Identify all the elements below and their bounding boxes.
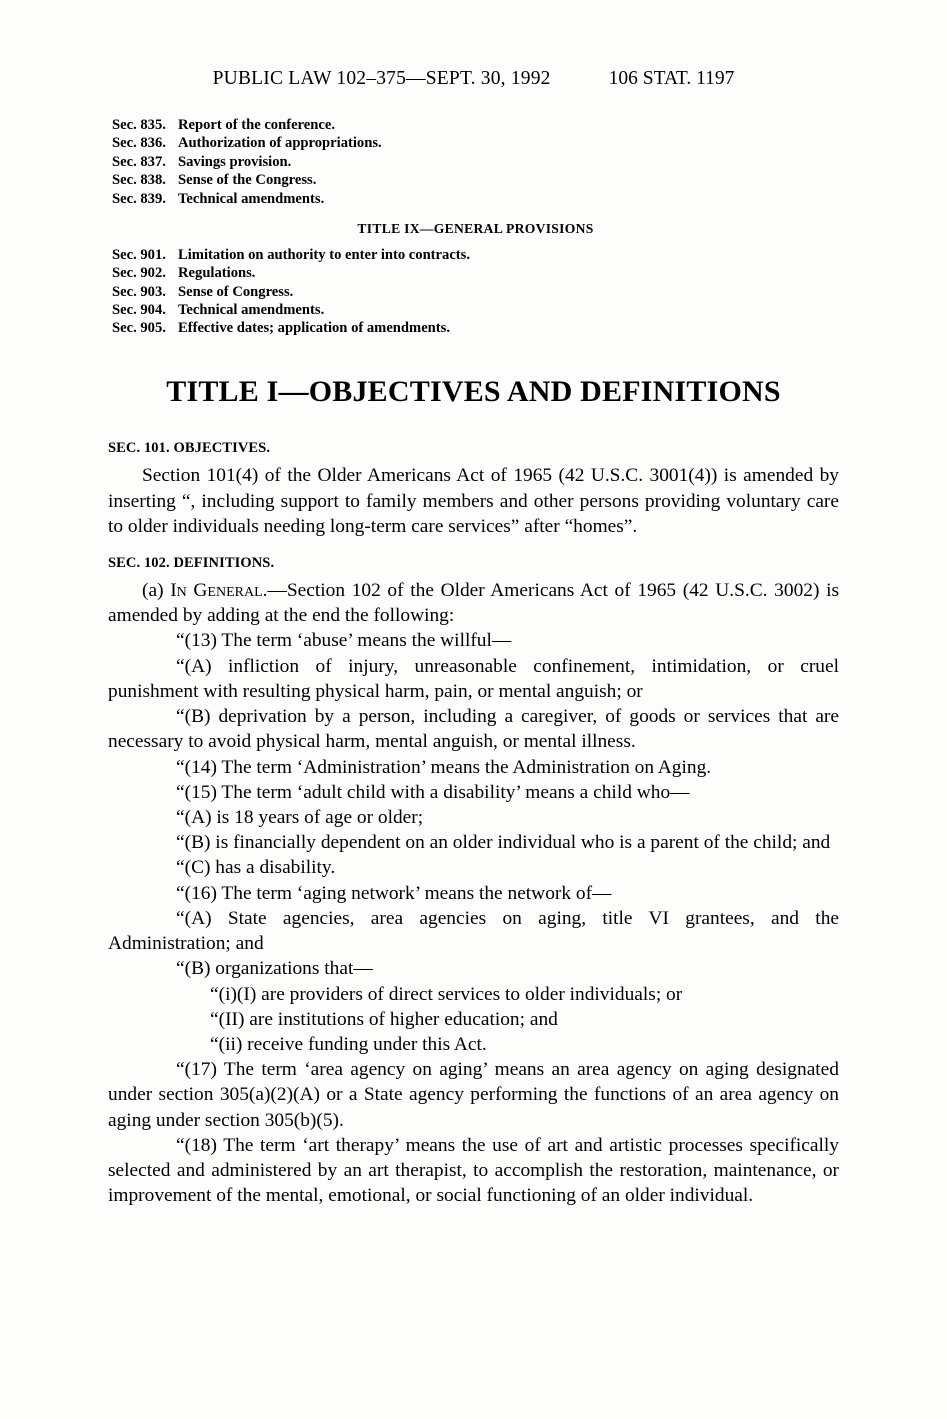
definition-15-a: “(A) is 18 years of age or older;	[176, 806, 424, 828]
section-102-intro-text: —Section 102 of the Older Americans Act of 1965 (42 U.S.C. 3002) is amended by adding at the end the following:	[108, 580, 840, 627]
toc-section-title: Technical amendments.	[178, 302, 325, 318]
definition-16-b-ii: “(ii) receive funding under this Act.	[210, 1033, 487, 1055]
toc-section-number: Sec. 839.	[112, 190, 166, 207]
toc-section-number: Sec. 835.	[112, 117, 166, 133]
definition-16-b: “(B) organizations that—	[176, 958, 373, 980]
statute-page-number: 106 STAT. 1197	[608, 68, 735, 89]
toc-section-number: Sec. 836.	[112, 135, 166, 152]
in-general-label: In General.	[170, 580, 268, 601]
toc-section-title: Regulations.	[178, 265, 256, 282]
definition-13: “(13) The term ‘abuse’ means the willful—	[176, 630, 512, 652]
toc-section-title: Savings provision.	[178, 153, 292, 170]
toc-title-ix-heading: TITLE IX—GENERAL PROVISIONS	[357, 220, 594, 236]
toc-section-title: Sense of the Congress.	[178, 172, 317, 189]
toc-entry	[112, 283, 839, 301]
definition-16-a: “(A) State agencies, area agencies on aging, title VI grantees, and the Administration; and	[108, 907, 839, 955]
toc-section-title: Authorization of appropriations.	[178, 135, 382, 152]
definition-13-b: “(B) deprivation by a person, including a caregiver, of goods or services that are necessary to avoid physical harm, mental anguish, or mental illness.	[108, 706, 839, 753]
section-102-intro	[108, 578, 839, 628]
table-of-contents	[108, 116, 839, 338]
toc-section-title: Report of the conference.	[178, 117, 335, 133]
section-heading-101: SEC. 101. OBJECTIVES.	[108, 440, 271, 457]
running-head	[108, 68, 839, 90]
definition-15-c: “(C) has a disability.	[176, 857, 336, 879]
toc-section-number: Sec. 905.	[112, 320, 166, 337]
toc-entry	[112, 246, 839, 264]
toc-section-number: Sec. 904.	[112, 302, 166, 318]
toc-entry	[112, 134, 839, 152]
definition-18: “(18) The term ‘art therapy’ means the use of art and artistic processes specifically selected and administered by an art therapist, to accomplish the restoration, maintenance, or improvement of the mental, emotional, or social functioning of an older individual.	[108, 1134, 839, 1207]
toc-entry	[112, 190, 839, 208]
section-heading-102: SEC. 102. DEFINITIONS.	[108, 555, 275, 571]
definition-13-a: “(A) infliction of injury, unreasonable confinement, intimidation, or cruel punishment with resulting physical harm, pain, or mental anguish; or	[108, 655, 839, 702]
definition-14: “(14) The term ‘Administration’ means the Administration on Aging.	[176, 756, 712, 778]
section-101-body: Section 101(4) of the Older Americans Act of 1965 (42 U.S.C. 3001(4)) is amended by inserting “, including support to family members and other persons providing voluntary care to older individuals needing long-term care services” after “homes”.	[108, 465, 839, 537]
definition-16-b-i: “(i)(I) are providers of direct services to older individuals; or	[210, 983, 683, 1005]
toc-section-number: Sec. 902.	[112, 265, 166, 282]
toc-section-title: Sense of Congress.	[178, 283, 294, 300]
toc-entry	[112, 171, 839, 189]
toc-entry	[112, 264, 839, 282]
toc-section-number: Sec. 901.	[112, 246, 166, 263]
toc-section-number: Sec. 903.	[112, 283, 166, 300]
public-law-citation: PUBLIC LAW 102–375—SEPT. 30, 1992	[212, 68, 551, 89]
toc-entry	[112, 319, 839, 337]
toc-section-title: Limitation on authority to enter into contracts.	[178, 246, 470, 263]
page-title: TITLE I—OBJECTIVES AND DEFINITIONS	[166, 374, 781, 408]
definition-16: “(16) The term ‘aging network’ means the network of—	[176, 882, 612, 904]
subsection-letter: (a)	[142, 580, 171, 601]
toc-entry	[112, 301, 839, 319]
definition-15-b: “(B) is financially dependent on an older individual who is a parent of the child; and	[176, 832, 831, 854]
definition-15: “(15) The term ‘adult child with a disability’ means a child who—	[176, 781, 690, 803]
toc-section-title: Effective dates; application of amendments.	[178, 320, 450, 337]
toc-entry	[112, 153, 839, 171]
definition-17: “(17) The term ‘area agency on aging’ means an area agency on aging designated under section 305(a)(2)(A) or a State agency performing the functions of an area agency on aging under section 305(b)(5).	[108, 1059, 839, 1131]
toc-section-number: Sec. 837.	[112, 153, 166, 170]
toc-entry	[112, 116, 839, 134]
toc-section-number: Sec. 838.	[112, 172, 166, 189]
definition-16-b-i-ii: “(II) are institutions of higher education; and	[210, 1008, 558, 1030]
toc-section-title: Technical amendments.	[178, 190, 325, 207]
